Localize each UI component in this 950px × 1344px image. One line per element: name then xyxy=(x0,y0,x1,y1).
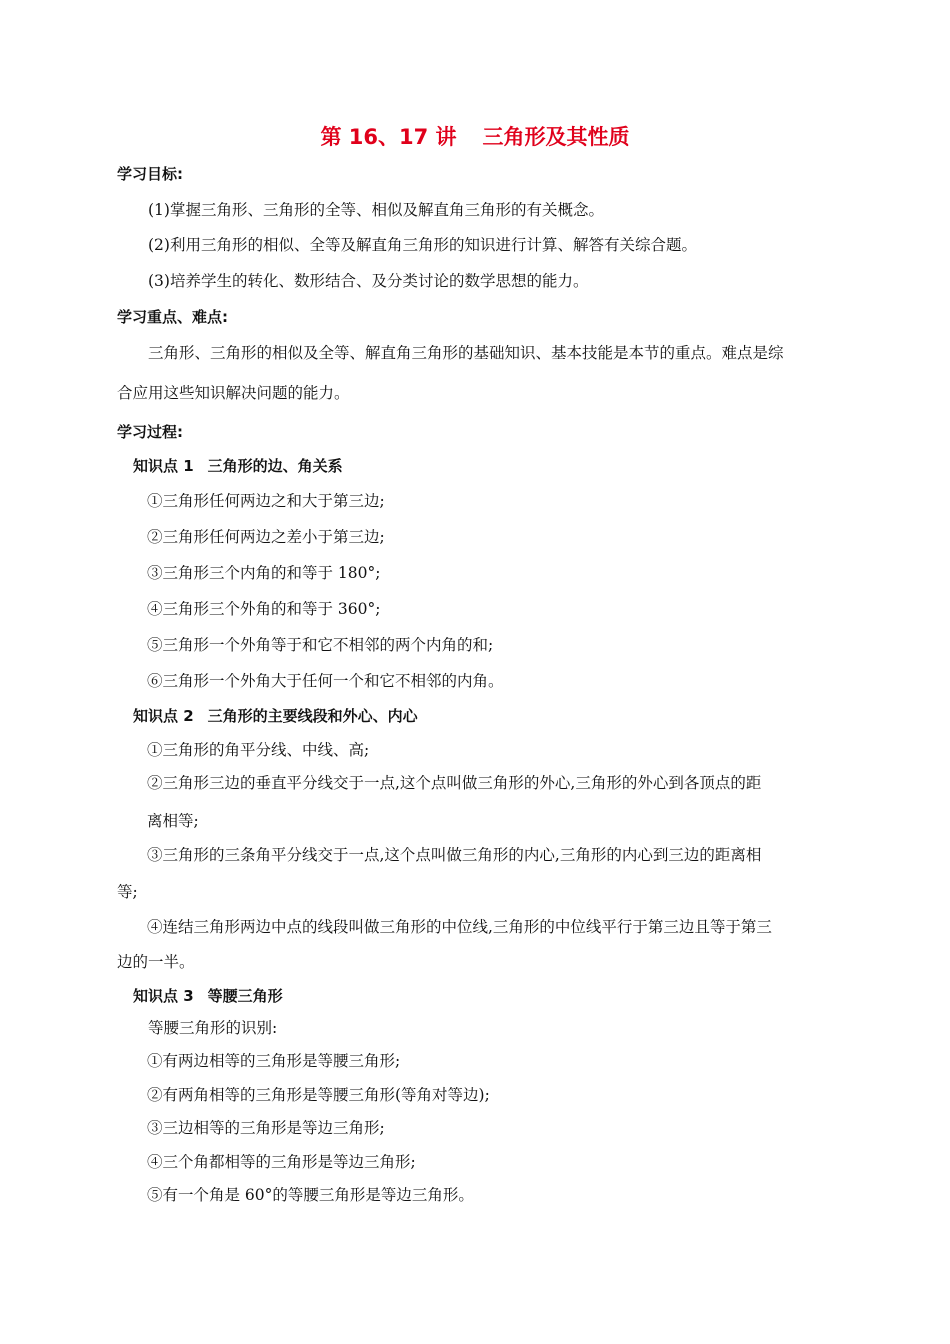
kp1-item-1: ①三角形任何两边之和大于第三边; xyxy=(147,492,385,510)
process-heading: 学习过程: xyxy=(117,423,183,441)
kp1-item-2: ②三角形任何两边之差小于第三边; xyxy=(147,528,385,546)
kp3-item-1: ①有两边相等的三角形是等腰三角形; xyxy=(147,1052,401,1070)
knowledge-point-3-heading xyxy=(133,986,283,1006)
kp2-line-1: ①三角形的角平分线、中线、高; xyxy=(147,741,370,759)
goal-item-2: (2)利用三角形的相似、全等及解直角三角形的知识进行计算、解答有关综合题。 xyxy=(148,236,697,254)
goals-heading: 学习目标: xyxy=(117,165,183,183)
kp1-title: 三角形的边、角关系 xyxy=(207,457,343,475)
kp3-item-5: ⑤有一个角是 60°的等腰三角形是等边三角形。 xyxy=(147,1186,474,1204)
focus-heading: 学习重点、难点: xyxy=(117,308,228,326)
kp3-intro: 等腰三角形的识别: xyxy=(148,1019,278,1037)
kp1-item-4: ④三角形三个外角的和等于 360°; xyxy=(147,600,381,618)
kp3-label: 知识点 3 xyxy=(133,987,194,1005)
lecture-topic: 三角形及其性质 xyxy=(482,125,630,149)
kp3-title: 等腰三角形 xyxy=(207,987,283,1005)
kp2-line-5: 等; xyxy=(117,883,138,901)
kp2-label: 知识点 2 xyxy=(133,707,194,725)
kp2-line-3: 离相等; xyxy=(147,812,199,830)
kp3-item-2: ②有两角相等的三角形是等腰三角形(等角对等边); xyxy=(147,1086,490,1104)
kp1-label: 知识点 1 xyxy=(133,457,194,475)
kp2-title: 三角形的主要线段和外心、内心 xyxy=(207,707,418,725)
lecture-number: 第 16、17 讲 xyxy=(320,125,457,149)
kp3-item-3: ③三边相等的三角形是等边三角形; xyxy=(147,1119,385,1137)
goal-item-3: (3)培养学生的转化、数形结合、及分类讨论的数学思想的能力。 xyxy=(148,272,589,290)
focus-line-2: 合应用这些知识解决问题的能力。 xyxy=(117,384,350,402)
kp1-item-6: ⑥三角形一个外角大于任何一个和它不相邻的内角。 xyxy=(147,672,504,690)
goal-item-1: (1)掌握三角形、三角形的全等、相似及解直角三角形的有关概念。 xyxy=(148,201,604,219)
page-title xyxy=(0,124,950,150)
knowledge-point-2-heading xyxy=(133,706,418,726)
kp2-line-6: ④连结三角形两边中点的线段叫做三角形的中位线,三角形的中位线平行于第三边且等于第三 xyxy=(147,918,772,936)
knowledge-point-1-heading xyxy=(133,456,343,476)
kp2-line-2: ②三角形三边的垂直平分线交于一点,这个点叫做三角形的外心,三角形的外心到各顶点的距 xyxy=(147,774,762,792)
kp2-line-4: ③三角形的三条角平分线交于一点,这个点叫做三角形的内心,三角形的内心到三边的距离相 xyxy=(147,846,762,864)
kp3-item-4: ④三个角都相等的三角形是等边三角形; xyxy=(147,1153,416,1171)
focus-line-1: 三角形、三角形的相似及全等、解直角三角形的基础知识、基本技能是本节的重点。难点是综 xyxy=(148,344,784,362)
kp2-line-7: 边的一半。 xyxy=(117,953,195,971)
kp1-item-3: ③三角形三个内角的和等于 180°; xyxy=(147,564,381,582)
kp1-item-5: ⑤三角形一个外角等于和它不相邻的两个内角的和; xyxy=(147,636,494,654)
